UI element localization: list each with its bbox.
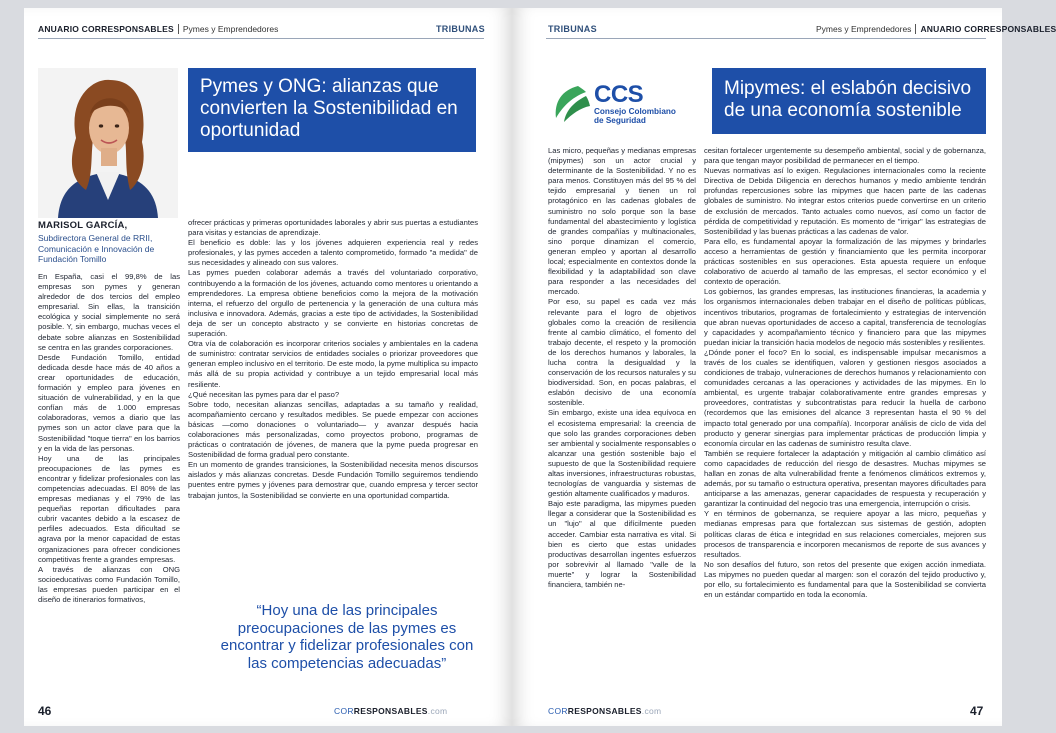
article-title: Pymes y ONG: alianzas que convierten la Sostenibilidad en oportunidad	[200, 76, 458, 141]
header-separator	[178, 24, 179, 34]
author-name: MARISOL GARCÍA,	[38, 220, 128, 231]
section-name: Pymes y Emprendedores	[816, 24, 912, 34]
paragraph: En España, casi el 99,8% de las empresas son pymes y generan alrededor de dos tercios del empleo empresarial. Sin ellas, la transición ecológica y social simplemente no será posible. Y, sin embargo, muchas veces el debate sobre alianzas en Sostenibilidad se centra en las grandes corporaciones.	[38, 272, 180, 352]
right-column-2	[704, 146, 986, 684]
paragraph: Las micro, pequeñas y medianas empresas (mipymes) son un actor crucial y determinante de la Sostenibilidad. Y no es para menos. Constituyen más del 95 % del tejido empresarial y tienen un rol protagónico en las cadenas globales de suministro no solo porque son la base fundamental del abastecimiento y logística de grandes compañías y multinacionales, sino porque dinamizan el comercio, generan empleo y aportan al desarrollo local; especialmente en contextos donde la flexibilidad y la adaptabilidad son clave para responder a las necesidades del mercado.	[548, 146, 696, 297]
footer-brand	[334, 706, 447, 716]
right-column-1	[548, 146, 696, 684]
brand-name: RESPONSABLES	[353, 706, 428, 716]
left-column-2	[188, 218, 478, 540]
page-number: 46	[38, 704, 52, 718]
left-header	[38, 24, 278, 34]
paragraph: Bajo este paradigma, las mipymes pueden llegar a considerar que la Sostenibilidad es un "lujo" al que difícilmente pueden acceder. Cambiar esta narrativa es vital. Si bien es cierto que estas unidades productivas desarrollan ingentes esfuerzos por sobrevivir al llamado "valle de la muerte" y lograr la Sostenibilidad financiera, también ne-	[548, 499, 696, 590]
paragraph: ¿Dónde poner el foco? En lo social, es indispensable impulsar mecanismos a través de los cuales se identifiquen, valoren y gestionen riesgos asociados a condiciones de trabajo, vulneraciones de derechos humanos y relacionamiento con comunidades cercanas a las operaciones y actividades de las mipymes. En lo ambiental, es urgente trabajar colaborativamente entre grandes empresas y proveedores, contratistas y subcontratistas para reducir la huella de carbono (recordemos que las emisiones del alcance 3 representan hasta el 90 % del impacto total generado por una compañía). Incorporar análisis de ciclo de vida del producto y generar sinergias para implementar prácticas de producción limpia y economía circular en las cadenas de suministro resulta clave.	[704, 347, 986, 448]
author-block	[38, 220, 180, 265]
paragraph: Hoy una de las principales preocupaciones de las pymes es encontrar y fidelizar profesionales con las competencias adecuadas. El 80% de las empresas medianas y el 79% de las pequeñas reportan dificultades para cubrir vacantes debido a la escasez de perfiles adecuados. Esta dificultad se agrava por la menor capacidad de estas organizaciones para ofrecer condiciones competitivas frente a grandes empresas.	[38, 453, 180, 564]
page-number: 47	[970, 704, 984, 718]
paragraph: No son desafíos del futuro, son retos del presente que exigen acción inmediata. Las mipymes no pueden quedar al margen: son el corazón del tejido productivo y, por ello, su fortalecimiento es fundamental para que la Sostenibilidad se convierta en un estándar compartido en toda la economía.	[704, 559, 986, 600]
brand-suffix: .com	[641, 706, 662, 716]
brand-name: RESPONSABLES	[567, 706, 642, 716]
left-page	[24, 8, 512, 726]
paragraph: Para ello, es fundamental apoyar la formalización de las mipymes y brindarles acceso a herramientas de gestión y financiamiento que les permita incorporar prácticas sostenibles en sus operaciones. Esta apuesta requiere un enfoque colaborativo de acuerdo al tamaño de las empresas, el sector económico y el contexto de operación.	[704, 236, 986, 287]
logo-acronym: CCS	[594, 81, 644, 108]
paragraph: Desde Fundación Tomillo, entidad dedicada desde hace más de 40 años a crear oportunidades de educación, formación y empleo para jóvenes en situación de vulnerabilidad, y en la que confían más de 1.000 empresas colaboradoras, vemos a diario que las pymes son un actor clave para que la Sostenibilidad "toque tierra" en los barrios y en la vida de las personas.	[38, 352, 180, 453]
ccs-logo	[548, 74, 698, 134]
paragraph: Por eso, su papel es cada vez más relevante para el logro de objetivos globales como la creación de resiliencia frente al cambio climático, el fomento del trabajo decente, el respeto y la promoción de los derechos humanos y laborales, la lucha contra la desigualdad y la conservación de los recursos naturales y su biodiversidad. Son, en pocas palabras, el eslabón decisivo de una economía sostenible.	[548, 297, 696, 408]
publication-name: ANUARIO CORRESPONSABLES	[38, 24, 174, 34]
paragraph: También se requiere fortalecer la adaptación y mitigación al cambio climático así como capacidades de reducción del riesgo de desastres. Muchas mipymes se hallan en zonas de alta vulnerabilidad frente a fenómenos climáticos extremos y, además, por su tamaño o estructura operativa, presentan mayores dificultades para anticiparse a las amenazas, generar capacidades de respuesta y recuperación y garantizar la continuidad del negocio tras una emergencia, interrupción o crisis.	[704, 448, 986, 509]
footer-brand	[548, 706, 661, 716]
author-role: Subdirectora General de RRII, Comunicación e Innovación de Fundación Tomillo	[38, 233, 155, 264]
paragraph: Sobre todo, necesitan alianzas sencillas, adaptadas a su tamaño y realidad, acompañamiento cercano y resultados medibles. Se puede empezar con acciones básicas —como donaciones o voluntariado— y avanzar después hacia colaboraciones más personalizadas, como proyectos probono, programas de prácticas o contratación de jóvenes, de manera que la pyme pueda progresar en Sostenibilidad de forma gradual pero constante.	[188, 399, 478, 460]
paragraph: Sin embargo, existe una idea equívoca en el ecosistema empresarial: la creencia de que solo las grandes corporaciones deben ser ambiental y socialmente responsables o alcanzar una gestión sostenible bajo el supuesto de que la Sostenibilidad requiere altas inversiones, infraestructuras robustas, tecnologías de vanguardia y sistemas de gestión altamente cualificados y maduros.	[548, 408, 696, 499]
author-photo	[38, 68, 178, 218]
paragraph: Nuevas normativas así lo exigen. Regulaciones internacionales como la reciente Directiva de Debida Diligencia en derechos humanos y medio ambiente tendrán profundas repercusiones sobre las mipymes que hacen parte de las cadenas globales de suministro. No integrar estos criterios puede convertirse en un criterio de exclusión de mercados. Tanto actuales como nuevos, así como un factor de pérdida de competitividad y reputación. Es momento de "irrigar" las estrategias de Sostenibilidad y las buenas prácticas a las cadenas de valor.	[704, 166, 986, 236]
paragraph: A través de alianzas con ONG socioeducativas como Fundación Tomillo, las empresas pueden participar en el diseño de itinerarios formativos,	[38, 564, 180, 604]
paragraph: ofrecer prácticas y primeras oportunidades laborales y abrir sus puertas a estudiantes para visitas y estancias de aprendizaje.	[188, 218, 478, 238]
paragraph: cesitan fortalecer urgentemente su desempeño ambiental, social y de gobernanza, para que tengan mayor posibilidad de permanecer en el tiempo.	[704, 146, 986, 166]
subheading: ¿Qué necesitan las pymes para dar el paso?	[188, 389, 340, 399]
logo-line-2: de Seguridad	[594, 116, 646, 125]
paragraph: Y en términos de gobernanza, se requiere apoyar a las micro, pequeñas y medianas empresas para que fortalezcan sus sistemas de gestión, adopten políticas claras de ética e integridad en sus relaciones comerciales, mejoren sus procesos de transparencia e incorporen mecanismos de reporte de sus avances y resultados.	[704, 509, 986, 559]
right-page	[512, 8, 1056, 726]
header-rule	[546, 38, 986, 39]
category-label: TRIBUNAS	[548, 24, 597, 34]
brand-prefix: COR	[548, 706, 568, 716]
publication-name: ANUARIO CORRESPONSABLES	[920, 24, 1056, 34]
category-label: TRIBUNAS	[436, 24, 485, 34]
left-column-1	[38, 272, 180, 684]
logo-line-1: Consejo Colombiano	[594, 107, 676, 116]
paragraph: En un momento de grandes transiciones, la Sostenibilidad necesita menos discursos aislados y más alianzas concretas. Desde Fundación Tomillo seguiremos tendiendo puentes entre pymes y jóvenes para demostrar que, cuando empresa y tercer sector trabajan juntos, la Sostenibilidad se convierte en una oportunidad compartida.	[188, 460, 478, 500]
ccs-logo-text	[594, 83, 676, 125]
brand-suffix: .com	[427, 706, 448, 716]
section-name: Pymes y Emprendedores	[182, 24, 279, 34]
header-rule	[38, 38, 484, 39]
paragraph: Los gobiernos, las grandes empresas, las instituciones financieras, la academia y los organismos internacionales deben trabajar en el diseño de políticas públicas, incentivos tributarios, programas de fortalecimiento y estrategias de intervención que abran nuevas oportunidades de acceso a capital, transferencia de tecnologías y capacidades y acompañamiento técnico y financiero para que las mipymes puedan iniciar la transición hacia modelos de negocio más sostenibles y resilientes.	[704, 287, 986, 347]
paragraph: Otra vía de colaboración es incorporar criterios sociales y ambientales en la cadena de suministro: contratar servicios de entidades sociales o priorizar proveedores que generan empleo inclusivo en el territorio. De este modo, la pyme multiplica su impacto más allá de su propia actividad y contribuye a un tejido empresarial local más resiliente.	[188, 339, 478, 389]
ccs-logo-mark-icon	[548, 82, 590, 126]
article-title: Mipymes: el eslabón decisivo de una economía sostenible	[724, 78, 972, 121]
brand-prefix: COR	[334, 706, 354, 716]
paragraph: Las pymes pueden colaborar además a través del voluntariado corporativo, contribuyendo a la formación de los jóvenes, actuando como mentores u orientando a emprendedores. La empresa obtiene beneficios como la mejora de la motivación interna, el refuerzo del orgullo de pertenencia y la generación de una cultura más inclusiva e innovadora. Además, gracias a este tipo de actividades, la Sostenibilidad deja de ser un concepto abstracto y se convierte en historias concretas de superación.	[188, 268, 478, 339]
right-header	[816, 24, 1056, 34]
paragraph: El beneficio es doble: las y los jóvenes adquieren experiencia real y redes profesionales, y las pymes acceden a talento comprometido, formado "a medida" de sus necesidades y alineado con sus valores.	[188, 238, 478, 268]
article-title-box	[712, 68, 986, 134]
pull-quote: “Hoy una de las principales preocupaciones de las pymes es encontrar y fidelizar profesionales con las competencias adecuadas”	[220, 602, 474, 672]
article-title-box	[188, 68, 476, 152]
portrait-image	[38, 68, 178, 218]
header-separator	[915, 24, 916, 34]
